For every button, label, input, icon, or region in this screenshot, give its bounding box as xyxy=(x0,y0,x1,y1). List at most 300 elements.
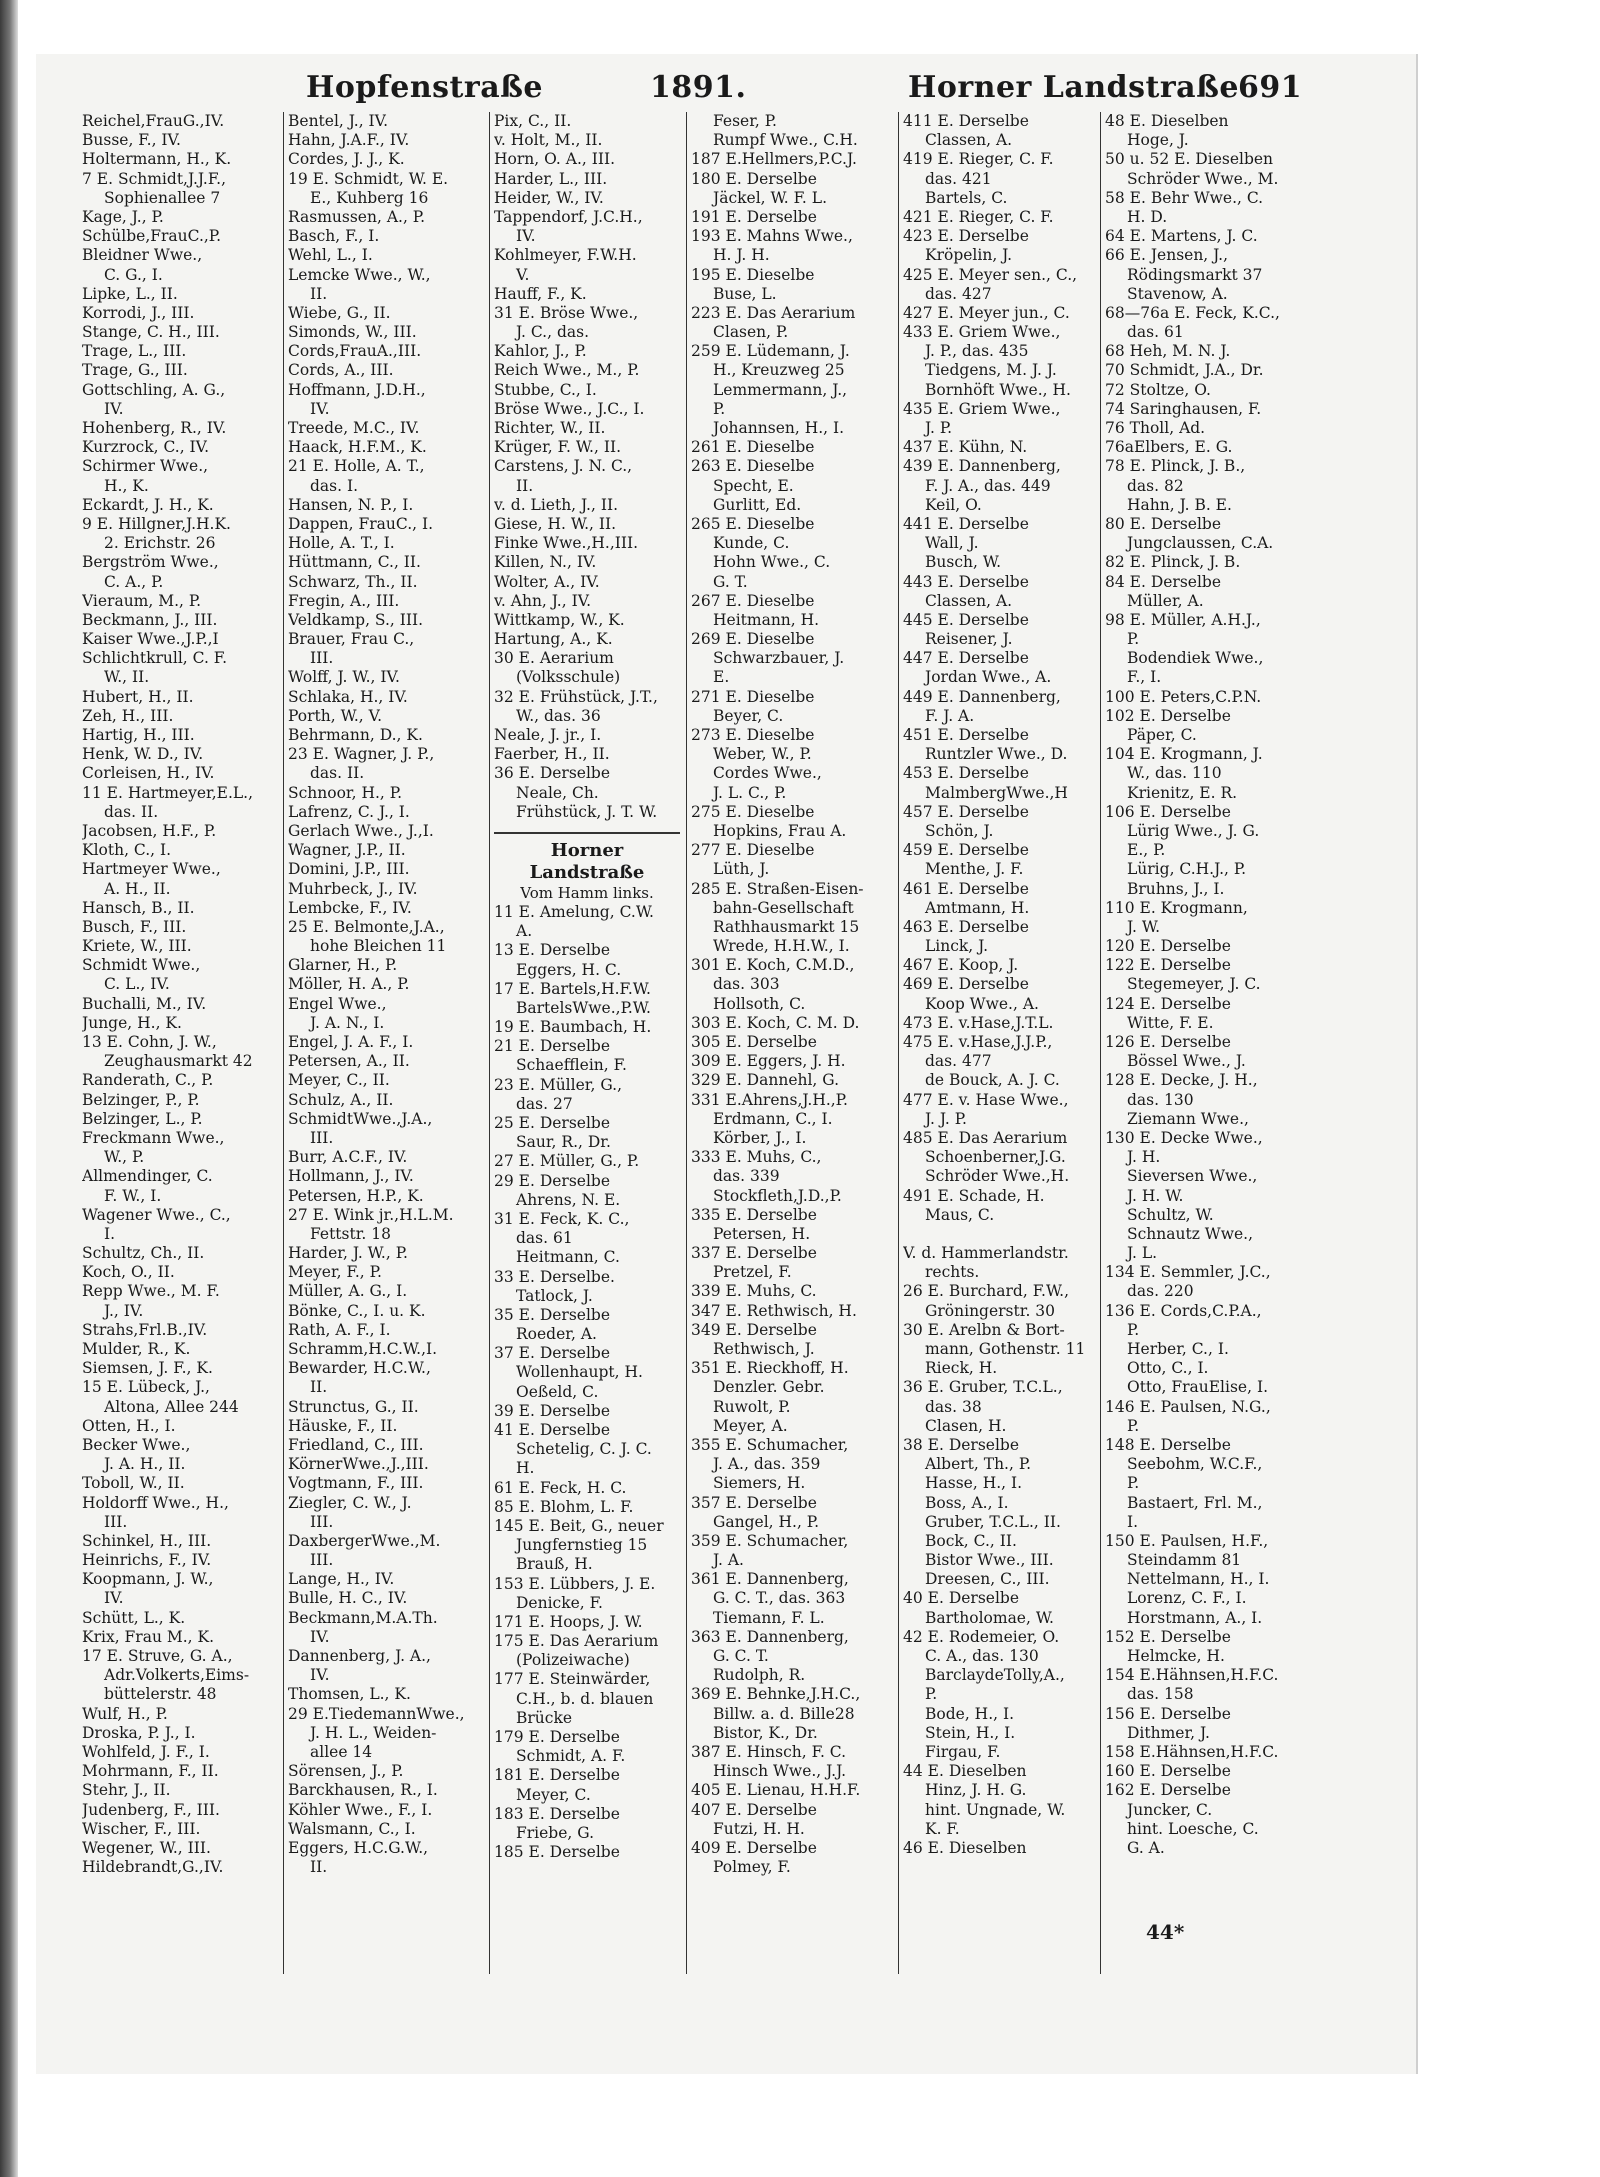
directory-entry: 78 E. Plinck, J. B., xyxy=(1105,457,1246,476)
directory-entry: Stavenow, A. xyxy=(1127,284,1228,303)
directory-entry: Firgau, F. xyxy=(925,1742,1001,1761)
directory-entry: 195 E. Dieselbe xyxy=(691,265,815,284)
directory-entry: hint. Ungnade, W. xyxy=(925,1800,1066,1819)
directory-entry: Allmendinger, C. xyxy=(82,1167,213,1186)
directory-entry: Schmidt Wwe., xyxy=(82,956,201,975)
directory-entry: Roeder, A. xyxy=(516,1325,597,1344)
directory-entry: Schlichtkrull, C. F. xyxy=(82,649,228,668)
directory-entry: Gröningerstr. 30 xyxy=(925,1301,1056,1320)
directory-entry: 303 E. Koch, C. M. D. xyxy=(691,1013,860,1032)
directory-entry: Kriete, W., III. xyxy=(82,937,192,956)
directory-entry: H. J. H. xyxy=(713,246,770,265)
directory-entry: 177 E. Steinwärder, xyxy=(494,1670,651,1689)
directory-entry: P. xyxy=(713,399,726,418)
directory-entry: 305 E. Derselbe xyxy=(691,1033,817,1051)
directory-entry: J. A. xyxy=(713,1551,744,1570)
directory-entry: 110 E. Krogmann, xyxy=(1105,898,1248,917)
directory-entry: 491 E. Schade, H. xyxy=(903,1186,1045,1205)
directory-entry: 102 E. Derselbe xyxy=(1105,706,1231,725)
directory-entry: Repp Wwe., M. F. xyxy=(82,1282,220,1301)
directory-entry: SchmidtWwe.,J.A., xyxy=(288,1109,433,1128)
directory-entry: 473 E. v.Hase,J.T.L. xyxy=(903,1013,1054,1032)
directory-entry: I. xyxy=(104,1224,116,1243)
directory-entry: 58 E. Behr Wwe., C. xyxy=(1105,188,1264,207)
directory-entry: Dappen, FrauC., I. xyxy=(288,514,434,533)
directory-entry: 33 E. Derselbe. xyxy=(494,1267,615,1286)
directory-entry: Bode, H., I. xyxy=(925,1704,1015,1723)
directory-entry: 66 E. Jensen, J., xyxy=(1105,246,1229,265)
directory-entry: 150 E. Paulsen, H.F., xyxy=(1105,1531,1269,1550)
directory-entry: 223 E. Das Aerarium xyxy=(691,303,856,322)
directory-entry: Gangel, H., P. xyxy=(713,1512,820,1531)
directory-entry: 21 E. Derselbe xyxy=(494,1037,611,1056)
directory-entry: Gottschling, A. G., xyxy=(82,380,226,399)
directory-entry: Hollmann, J., IV. xyxy=(288,1167,414,1186)
directory-entry: Beyer, C. xyxy=(713,706,784,725)
directory-entry: P. xyxy=(1127,1474,1140,1493)
directory-entry: Meyer, C. xyxy=(516,1785,591,1804)
directory-entry: Eggers, H. C. xyxy=(516,960,622,979)
directory-entry: 19 E. Baumbach, H. xyxy=(494,1018,652,1037)
directory-entry: Schetelig, C. J. C. xyxy=(516,1440,652,1459)
section-title: Landstraße xyxy=(529,861,645,883)
directory-entry: das. 158 xyxy=(1127,1685,1194,1704)
directory-entry: Stubbe, C., I. xyxy=(494,380,597,399)
directory-entry: G. A. xyxy=(1127,1838,1165,1857)
header-left-street: Hopfenstraße xyxy=(306,70,544,105)
directory-entry: Walsmann, C., I. xyxy=(288,1819,416,1838)
directory-entry: Koopmann, J. W., xyxy=(82,1570,214,1589)
directory-entry: K. F. xyxy=(925,1819,960,1838)
directory-entry: 439 E. Dannenberg, xyxy=(903,457,1061,476)
directory-entry: Bentel, J., IV. xyxy=(288,112,389,130)
directory-entry: das. 82 xyxy=(1127,476,1184,495)
directory-entry: 441 E. Derselbe xyxy=(903,514,1029,533)
directory-entry: Dannenberg, J. A., xyxy=(288,1647,431,1665)
directory-entry: Tiedgens, M. J. J. xyxy=(925,361,1057,380)
directory-entry: J. L. xyxy=(1127,1244,1158,1263)
directory-entry: Hahn, J. B. E. xyxy=(1127,495,1232,514)
directory-entry: Sophienallee 7 xyxy=(104,188,221,207)
directory-entry: Bistor, K., Dr. xyxy=(713,1723,818,1742)
directory-entry: 451 E. Derselbe xyxy=(903,726,1029,744)
directory-entry: Henk, W. D., IV. xyxy=(82,745,204,764)
directory-entry: 98 E. Müller, A.H.J., xyxy=(1105,610,1261,629)
directory-entry: Seebohm, W.C.F., xyxy=(1127,1455,1263,1474)
directory-entry: Thomsen, L., K. xyxy=(288,1685,411,1704)
directory-entry: Stehr, J., II. xyxy=(82,1781,171,1800)
directory-entry: Schröder Wwe., M. xyxy=(1127,169,1279,188)
directory-entry: 134 E. Semmler, J.C., xyxy=(1105,1263,1271,1282)
directory-entry: 179 E. Derselbe xyxy=(494,1728,620,1746)
directory-entry: 363 E. Dannenberg, xyxy=(691,1627,849,1646)
directory-entry: 351 E. Rieckhoff, H. xyxy=(691,1359,849,1378)
directory-entry: Buse, L. xyxy=(713,284,777,303)
directory-entry: Cords,FrauA.,III. xyxy=(288,342,422,361)
directory-entry: Rasmussen, A., P. xyxy=(288,207,426,226)
directory-entry: Schnautz Wwe., xyxy=(1127,1224,1254,1243)
directory-entry: 271 E. Dieselbe xyxy=(691,687,815,706)
directory-entry: Wulf, H., P. xyxy=(82,1704,168,1723)
directory-entry: Engel Wwe., xyxy=(288,994,387,1013)
directory-entry: Hoffmann, J.D.H., xyxy=(288,380,426,399)
directory-entry: 146 E. Paulsen, N.G., xyxy=(1105,1397,1271,1416)
directory-entry: 445 E. Derselbe xyxy=(903,610,1029,629)
directory-entry: Dithmer, J. xyxy=(1127,1723,1210,1742)
directory-entry: 39 E. Derselbe xyxy=(494,1401,611,1420)
directory-entry: H. xyxy=(516,1459,535,1478)
directory-entry: Hüttmann, C., II. xyxy=(288,553,421,572)
directory-entry: Beckmann,M.A.Th. xyxy=(288,1608,438,1627)
directory-entry: IV. xyxy=(104,399,124,418)
directory-entry: Hasse, H., I. xyxy=(925,1474,1023,1493)
directory-entry: Bönke, C., I. u. K. xyxy=(288,1301,426,1320)
directory-entry: III. xyxy=(310,1512,334,1531)
directory-entry: J. P., das. 435 xyxy=(925,342,1029,361)
directory-entry: 435 E. Griem Wwe., xyxy=(903,399,1061,418)
directory-entry: Jungfernstieg 15 xyxy=(516,1536,648,1555)
directory-entry: hint. Loesche, C. xyxy=(1127,1819,1259,1838)
directory-entry: Heitmann, H. xyxy=(713,610,820,629)
directory-entry: Hollsoth, C. xyxy=(713,994,806,1013)
directory-entry: Classen, A. xyxy=(925,591,1013,610)
directory-entry: BartelsWwe.,P.W. xyxy=(516,998,651,1017)
directory-entry: Zeh, H., III. xyxy=(82,706,174,725)
page-header xyxy=(40,70,1330,116)
directory-entry: 40 E. Derselbe xyxy=(903,1589,1020,1608)
directory-entry: Krienitz, E. R. xyxy=(1127,783,1238,802)
directory-entry: Bleidner Wwe., xyxy=(82,246,203,265)
section-title: Horner xyxy=(550,839,624,861)
directory-entry: Wollenhaupt, H. xyxy=(516,1363,643,1382)
directory-entry: Albert, Th., P. xyxy=(925,1455,1032,1474)
directory-entry: Hansen, N. P., I. xyxy=(288,495,414,514)
directory-entry: 160 E. Derselbe xyxy=(1105,1762,1231,1781)
directory-entry: Strunctus, G., II. xyxy=(288,1397,419,1416)
directory-entry: Kröpelin, J. xyxy=(925,246,1013,265)
directory-entry: Weber, W., P. xyxy=(713,745,812,764)
section-subtitle: Vom Hamm links. xyxy=(520,883,654,902)
directory-entry: Wagner, J.P., II. xyxy=(288,841,406,860)
directory-entry: Holtermann, H., K. xyxy=(82,150,232,169)
directory-entry: Rudolph, R. xyxy=(713,1666,806,1685)
directory-entry: 301 E. Koch, C.M.D., xyxy=(691,956,855,975)
directory-entry: Schütt, L., K. xyxy=(82,1608,186,1627)
directory-entry: Schaefflein, F. xyxy=(516,1056,627,1075)
directory-entry: 333 E. Muhs, C., xyxy=(691,1148,822,1167)
directory-entry: Glarner, H., P. xyxy=(288,956,398,975)
directory-entry: Lürig Wwe., J. G. xyxy=(1127,821,1260,840)
directory-entry: Billw. a. d. Bille28 xyxy=(713,1704,855,1723)
directory-entry: Holdorff Wwe., H., xyxy=(82,1493,229,1512)
directory-entry: A. H., II. xyxy=(104,879,171,898)
directory-entry: Oeßeld, C. xyxy=(516,1382,599,1401)
directory-entry: 100 E. Peters,C.P.N. xyxy=(1105,687,1262,706)
directory-entry: Friedland, C., III. xyxy=(288,1435,424,1454)
directory-entry: Carstens, J. N. C., xyxy=(494,457,633,476)
directory-columns xyxy=(78,112,1298,1974)
directory-entry: Treede, M.C., IV. xyxy=(288,419,420,437)
directory-entry: 275 E. Dieselbe xyxy=(691,802,815,821)
directory-entry: Busse, F., IV. xyxy=(82,131,181,150)
directory-entry: 463 E. Derselbe xyxy=(903,917,1029,936)
directory-entry: 457 E. Derselbe xyxy=(903,802,1029,821)
directory-entry: Runtzler Wwe., D. xyxy=(925,745,1068,764)
directory-entry: Lemcke Wwe., W., xyxy=(288,265,431,284)
directory-entry: Busch, W. xyxy=(925,553,1001,572)
directory-entry: 425 E. Meyer sen., C., xyxy=(903,265,1078,284)
directory-entry: Lorenz, C. F., I. xyxy=(1127,1589,1247,1608)
directory-entry: Neale, J. jr., I. xyxy=(494,726,602,744)
directory-entry: Eggers, H.C.G.W., xyxy=(288,1838,429,1857)
directory-entry: Tatlock, J. xyxy=(516,1286,593,1305)
directory-entry: Schinkel, H., III. xyxy=(82,1531,212,1550)
directory-entry: 145 E. Beit, G., neuer xyxy=(494,1516,664,1535)
directory-entry: 339 E. Muhs, C. xyxy=(691,1282,817,1301)
directory-entry: 162 E. Derselbe xyxy=(1105,1781,1231,1800)
directory-entry: Brücke xyxy=(516,1708,573,1727)
directory-entry: Herber, C., I. xyxy=(1127,1340,1229,1358)
directory-entry: Kloth, C., I. xyxy=(82,841,172,860)
directory-entry: 273 E. Dieselbe xyxy=(691,726,815,744)
directory-entry: Vieraum, M., P. xyxy=(82,591,202,610)
directory-entry: Bock, C., II. xyxy=(925,1531,1017,1550)
directory-entry: Wittkamp, W., K. xyxy=(494,610,625,629)
directory-entry: J. A., das. 359 xyxy=(713,1455,821,1474)
directory-entry: das. II. xyxy=(104,802,159,821)
directory-entry: das. 303 xyxy=(713,975,780,994)
directory-entry: Randerath, C., P. xyxy=(82,1071,214,1090)
directory-entry: Reichel,FrauG.,IV. xyxy=(82,112,225,130)
directory-entry: Köhler Wwe., F., I. xyxy=(288,1800,433,1819)
directory-entry: I. xyxy=(1127,1512,1139,1531)
directory-entry: das. 220 xyxy=(1127,1282,1194,1301)
directory-entry: Lembcke, F., IV. xyxy=(288,898,412,917)
directory-entry: Lipke, L., II. xyxy=(82,284,178,303)
directory-entry: 7 E. Schmidt,J.J.F., xyxy=(82,169,227,188)
directory-entry: Reisener, J. xyxy=(925,630,1013,649)
directory-entry: Koch, O., II. xyxy=(82,1263,175,1282)
directory-entry: 269 E. Dieselbe xyxy=(691,630,815,649)
directory-entry: H., K. xyxy=(104,476,149,495)
directory-entry: Maus, C. xyxy=(925,1205,995,1224)
directory-entry: 309 E. Eggers, J. H. xyxy=(691,1052,846,1071)
directory-entry: Fregin, A., III. xyxy=(288,591,400,610)
directory-entry: Wrede, H.H.W., I. xyxy=(713,937,850,956)
directory-entry: Ziemann Wwe., xyxy=(1127,1109,1249,1128)
directory-entry: Fettstr. 18 xyxy=(310,1224,392,1243)
directory-entry: Lafrenz, C. J., I. xyxy=(288,802,410,821)
directory-entry: J. P. xyxy=(925,419,953,437)
directory-entry: Belzinger, P., P. xyxy=(82,1090,200,1109)
column-6 xyxy=(1101,112,1298,1974)
directory-entry: 154 E.Hähnsen,H.F.C. xyxy=(1105,1666,1279,1685)
directory-entry: v. Ahn, J., IV. xyxy=(494,591,592,610)
directory-entry: Wohlfeld, J. F., I. xyxy=(82,1742,210,1761)
directory-entry: IV. xyxy=(310,1627,330,1646)
directory-entry: Müller, A. xyxy=(1127,591,1204,610)
directory-entry: Schultz, W. xyxy=(1127,1205,1214,1224)
directory-entry: Zeughausmarkt 42 xyxy=(104,1052,253,1071)
directory-entry: 42 E. Rodemeier, O. xyxy=(903,1627,1060,1646)
directory-entry: das. 421 xyxy=(925,169,992,188)
directory-entry: Kohlmeyer, F.W.H. xyxy=(494,246,637,265)
directory-entry: P. xyxy=(1127,630,1140,649)
directory-entry: 48 E. Dieselben xyxy=(1105,112,1229,130)
directory-entry: 68 Heh, M. N. J. xyxy=(1105,342,1231,361)
directory-entry: 433 E. Griem Wwe., xyxy=(903,323,1061,342)
directory-entry: Bergström Wwe., xyxy=(82,553,219,572)
directory-entry: 122 E. Derselbe xyxy=(1105,956,1231,975)
directory-entry: P. xyxy=(1127,1320,1140,1339)
directory-entry: J. A. N., I. xyxy=(310,1013,385,1032)
directory-entry: Kunde, C. xyxy=(713,534,790,553)
directory-entry: 38 E. Derselbe xyxy=(903,1435,1020,1454)
directory-entry: 26 E. Burchard, F.W., xyxy=(903,1282,1070,1301)
directory-entry: F. J. A., das. 449 xyxy=(925,476,1051,495)
directory-entry: Bruhns, J., I. xyxy=(1127,879,1225,898)
directory-entry: 185 E. Derselbe xyxy=(494,1843,620,1862)
directory-entry: Koop Wwe., A. xyxy=(925,994,1039,1013)
directory-entry: Brauer, Frau C., xyxy=(288,630,415,649)
directory-entry: J. L. C., P. xyxy=(713,783,787,802)
directory-entry: Freckmann Wwe., xyxy=(82,1128,225,1147)
directory-entry: J. H. W. xyxy=(1127,1186,1184,1205)
directory-entry: Wegener, W., III. xyxy=(82,1838,211,1857)
directory-entry: Gurlitt, Ed. xyxy=(713,495,802,514)
directory-entry: IV. xyxy=(516,227,536,246)
directory-entry: E. xyxy=(713,668,730,687)
directory-entry: 41 E. Derselbe xyxy=(494,1421,611,1439)
directory-entry: Linck, J. xyxy=(925,937,989,956)
directory-entry: Wischer, F., III. xyxy=(82,1819,201,1838)
directory-entry: 461 E. Derselbe xyxy=(903,879,1029,898)
directory-entry: das. 427 xyxy=(925,284,992,303)
directory-entry: Jordan Wwe., A. xyxy=(925,668,1052,687)
directory-entry: Killen, N., IV. xyxy=(494,553,597,572)
directory-entry: Faerber, H., II. xyxy=(494,745,610,764)
directory-entry: G. C. T., das. 363 xyxy=(713,1589,846,1608)
directory-entry: 181 E. Derselbe xyxy=(494,1766,620,1785)
directory-entry: Hauff, F., K. xyxy=(494,284,587,303)
directory-entry: allee 14 xyxy=(310,1742,373,1761)
directory-entry: 30 E. Arelbn & Bort- xyxy=(903,1320,1065,1339)
directory-entry: Nettelmann, H., I. xyxy=(1127,1570,1270,1589)
directory-entry: 285 E. Straßen-Eisen- xyxy=(691,879,864,898)
directory-entry: Schülbe,FrauC.,P. xyxy=(82,227,222,246)
directory-entry: Specht, E. xyxy=(713,476,794,495)
directory-entry: Stein, H., I. xyxy=(925,1723,1016,1742)
directory-entry: Otto, FrauElise, I. xyxy=(1127,1378,1268,1397)
directory-entry: Simonds, W., III. xyxy=(288,323,417,342)
directory-entry: Jäckel, W. F. L. xyxy=(713,188,828,207)
page-number: 691 xyxy=(1238,70,1303,105)
directory-entry: G. C. T. xyxy=(713,1647,769,1665)
signature-mark: 44* xyxy=(1146,1920,1185,1944)
directory-entry: IV. xyxy=(310,399,330,418)
directory-entry: Schröder Wwe.,H. xyxy=(925,1167,1070,1186)
directory-entry: 2. Erichstr. 26 xyxy=(104,534,216,553)
directory-entry: J. A. H., II. xyxy=(104,1455,186,1474)
directory-entry: Hartung, A., K. xyxy=(494,630,613,649)
directory-entry: 469 E. Derselbe xyxy=(903,975,1029,994)
directory-entry: E., P. xyxy=(1127,841,1166,860)
directory-entry: 459 E. Derselbe xyxy=(903,841,1029,860)
directory-entry: 158 E.Hähnsen,H.F.C. xyxy=(1105,1742,1279,1761)
directory-entry: 9 E. Hillgner,J.H.K. xyxy=(82,514,231,533)
directory-entry: H. D. xyxy=(1127,207,1168,226)
directory-entry: Tappendorf, J.C.H., xyxy=(494,207,643,226)
directory-entry: Petersen, A., II. xyxy=(288,1052,410,1071)
directory-entry: W., das. 110 xyxy=(1127,764,1222,783)
directory-entry: Hahn, J.A.F., IV. xyxy=(288,131,410,150)
directory-entry: 70 Schmidt, J.A., Dr. xyxy=(1105,361,1264,380)
directory-entry: Heider, W., IV. xyxy=(494,188,604,207)
directory-entry: 329 E. Dannehl, G. xyxy=(691,1071,840,1090)
directory-entry: Schlaka, H., IV. xyxy=(288,687,408,706)
directory-entry: Hansch, B., II. xyxy=(82,898,195,917)
directory-entry: III. xyxy=(104,1512,128,1531)
directory-entry: Petersen, H.P., K. xyxy=(288,1186,424,1205)
directory-entry: 331 E.Ahrens,J.H.,P. xyxy=(691,1090,848,1109)
directory-entry: 72 Stoltze, O. xyxy=(1105,380,1211,399)
directory-entry: Lüth, J. xyxy=(713,860,770,879)
directory-entry: 265 E. Dieselbe xyxy=(691,514,815,533)
directory-entry: 64 E. Martens, J. C. xyxy=(1105,227,1258,246)
directory-entry: Classen, A. xyxy=(925,131,1013,150)
directory-entry: 349 E. Derselbe xyxy=(691,1320,817,1339)
directory-entry: Mohrmann, F., II. xyxy=(82,1762,219,1781)
directory-entry: Cords, A., III. xyxy=(288,361,394,380)
directory-entry: W., P. xyxy=(104,1148,145,1167)
directory-entry: 180 E. Derselbe xyxy=(691,169,817,188)
directory-entry: J. H. L., Weiden- xyxy=(310,1723,437,1742)
directory-entry: 437 E. Kühn, N. xyxy=(903,438,1028,457)
directory-entry: Meyer, A. xyxy=(713,1416,788,1435)
directory-entry: Möller, H. A., P. xyxy=(288,975,410,994)
directory-entry: Heitmann, C. xyxy=(516,1248,620,1267)
directory-entry: Krüger, F. W., II. xyxy=(494,438,621,457)
directory-entry: Rödingsmarkt 37 xyxy=(1127,265,1263,284)
directory-entry: Feser, P. xyxy=(713,112,777,130)
directory-entry: das. II. xyxy=(310,764,365,783)
directory-entry: Lemmermann, J., xyxy=(713,380,848,399)
directory-entry: Krix, Frau M., K. xyxy=(82,1627,215,1646)
directory-entry: Stegemeyer, J. C. xyxy=(1127,975,1261,994)
directory-entry: Saur, R., Dr. xyxy=(516,1133,611,1152)
directory-entry: bahn-Gesellschaft xyxy=(713,898,854,917)
directory-entry: DaxbergerWwe.,M. xyxy=(288,1531,441,1550)
directory-entry: das. 61 xyxy=(516,1229,573,1248)
directory-entry: Erdmann, C., I. xyxy=(713,1109,833,1128)
directory-entry: Helmcke, H. xyxy=(1127,1647,1225,1665)
directory-entry: Toboll, W., II. xyxy=(82,1474,185,1493)
directory-entry: P. xyxy=(925,1685,938,1704)
directory-entry: 355 E. Schumacher, xyxy=(691,1435,849,1454)
directory-entry: J. W. xyxy=(1127,917,1161,936)
directory-entry: J., IV. xyxy=(104,1301,144,1320)
directory-entry: J. C., das. xyxy=(516,323,589,342)
directory-entry: Juncker, C. xyxy=(1127,1800,1213,1819)
directory-entry: Vogtmann, F., III. xyxy=(288,1474,424,1493)
directory-entry: 357 E. Derselbe xyxy=(691,1493,817,1512)
header-right-street: Horner Landstraße xyxy=(908,70,1239,105)
directory-entry: 421 E. Rieger, C. F. xyxy=(903,207,1054,226)
directory-entry: 50 u. 52 E. Dieselben xyxy=(1105,150,1274,169)
directory-entry: Boss, A., I. xyxy=(925,1493,1009,1512)
directory-entry: Corleisen, H., IV. xyxy=(82,764,215,783)
directory-entry: Meyer, F., P. xyxy=(288,1263,382,1282)
